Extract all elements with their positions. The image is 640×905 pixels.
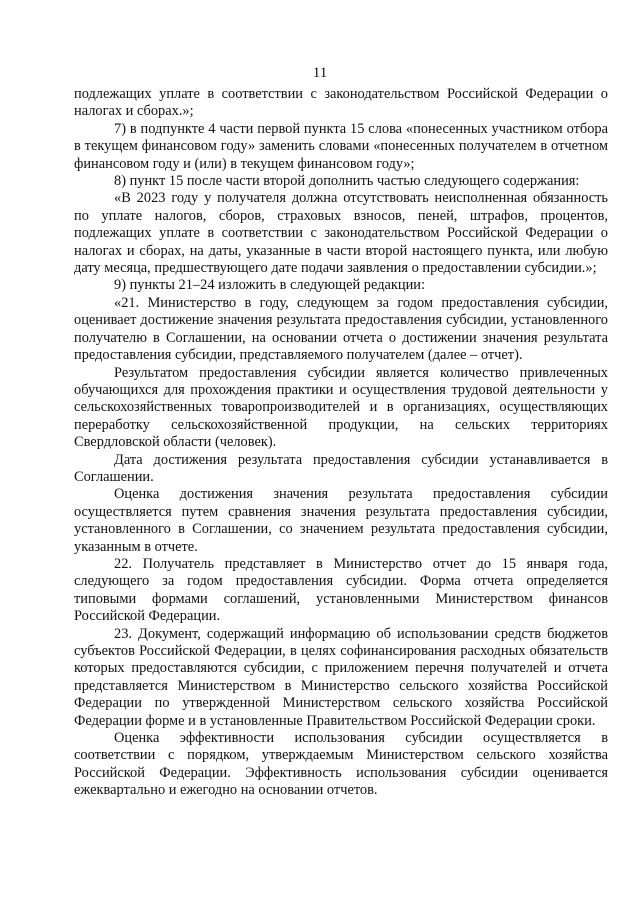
paragraph: 23. Документ, содержащий информацию об использовании средств бюджетов субъектов Российской Федерации, в целях софинансирования расходных обязательств которых предоставляются субсидии, с приложением перечня получателей и отчета представляется Министерством в Министерство сельского хозяйства Российской Федерации по утвержденной Министерством сельского хозяйства Российской Федерации форме и в установленные Правительством Российской Федерации сроки. [74, 625, 608, 729]
paragraph: 7) в подпункте 4 части первой пункта 15 слова «понесенных участником отбора в текущем финансовом году» заменить словами «понесенных получателем в отчетном финансовом году и (или) в текущем финансовом году»; [74, 120, 608, 172]
paragraph: 9) пункты 21–24 изложить в следующей редакции: [114, 277, 425, 294]
paragraph: 8) пункт 15 после части второй дополнить частью следующего содержания: [114, 173, 580, 190]
paragraph: подлежащих уплате в соответствии с законодательством Российской Федерации о налогах и сборах.»; [74, 86, 608, 120]
paragraph: Оценка эффективности использования субсидии осуществляется в соответствии с порядком, утверждаемым Министерством сельского хозяйства Российской Федерации. Эффективность использования субсидии оценивается ежеквартально и ежегодно на основании отчетов. [74, 730, 608, 799]
paragraph: Оценка достижения значения результата предоставления субсидии осуществляется путем сравнения значения результата предоставления субсидии, установленного в Соглашении, со значением результата предоставления субсидии, указанным в отчете. [74, 486, 608, 555]
page-number: 11 [312, 65, 328, 81]
paragraph: «21. Министерство в году, следующем за годом предоставления субсидии, оценивает достижение значения результата предоставления субсидии, установленного получателю в Соглашении, на основании отчета о достижении значения результата предоставления субсидии, представляемого получателем (далее – отчет). [74, 294, 608, 364]
paragraph: «В 2023 году у получателя должна отсутствовать неисполненная обязанность по уплате налогов, сборов, страховых взносов, пеней, штрафов, процентов, подлежащих уплате в соответствии с законодательством Российской Федерации о налогах и сборах, на даты, указанные в части второй настоящего пункта, или любую дату месяца, предшествующего дате подачи заявления о предоставлении субсидии.»; [74, 190, 608, 277]
paragraph: Результатом предоставления субсидии является количество привлеченных обучающихся для прохождения практики и осуществления трудовой деятельности у сельскохозяйственных товаропроизводителей и в организациях, осуществляющих переработку сельскохозяйственной продукции, на сельских территориях Свердловской области (человек). [74, 364, 608, 451]
paragraph: Дата достижения результата предоставления субсидии устанавливается в Соглашении. [74, 451, 608, 485]
paragraph: 22. Получатель представляет в Министерство отчет до 15 января года, следующего за годом предоставления субсидии. Форма отчета определяется типовыми формами соглашений, установленными Министерством финансов Российской Федерации. [74, 555, 608, 625]
document-body [74, 86, 608, 800]
